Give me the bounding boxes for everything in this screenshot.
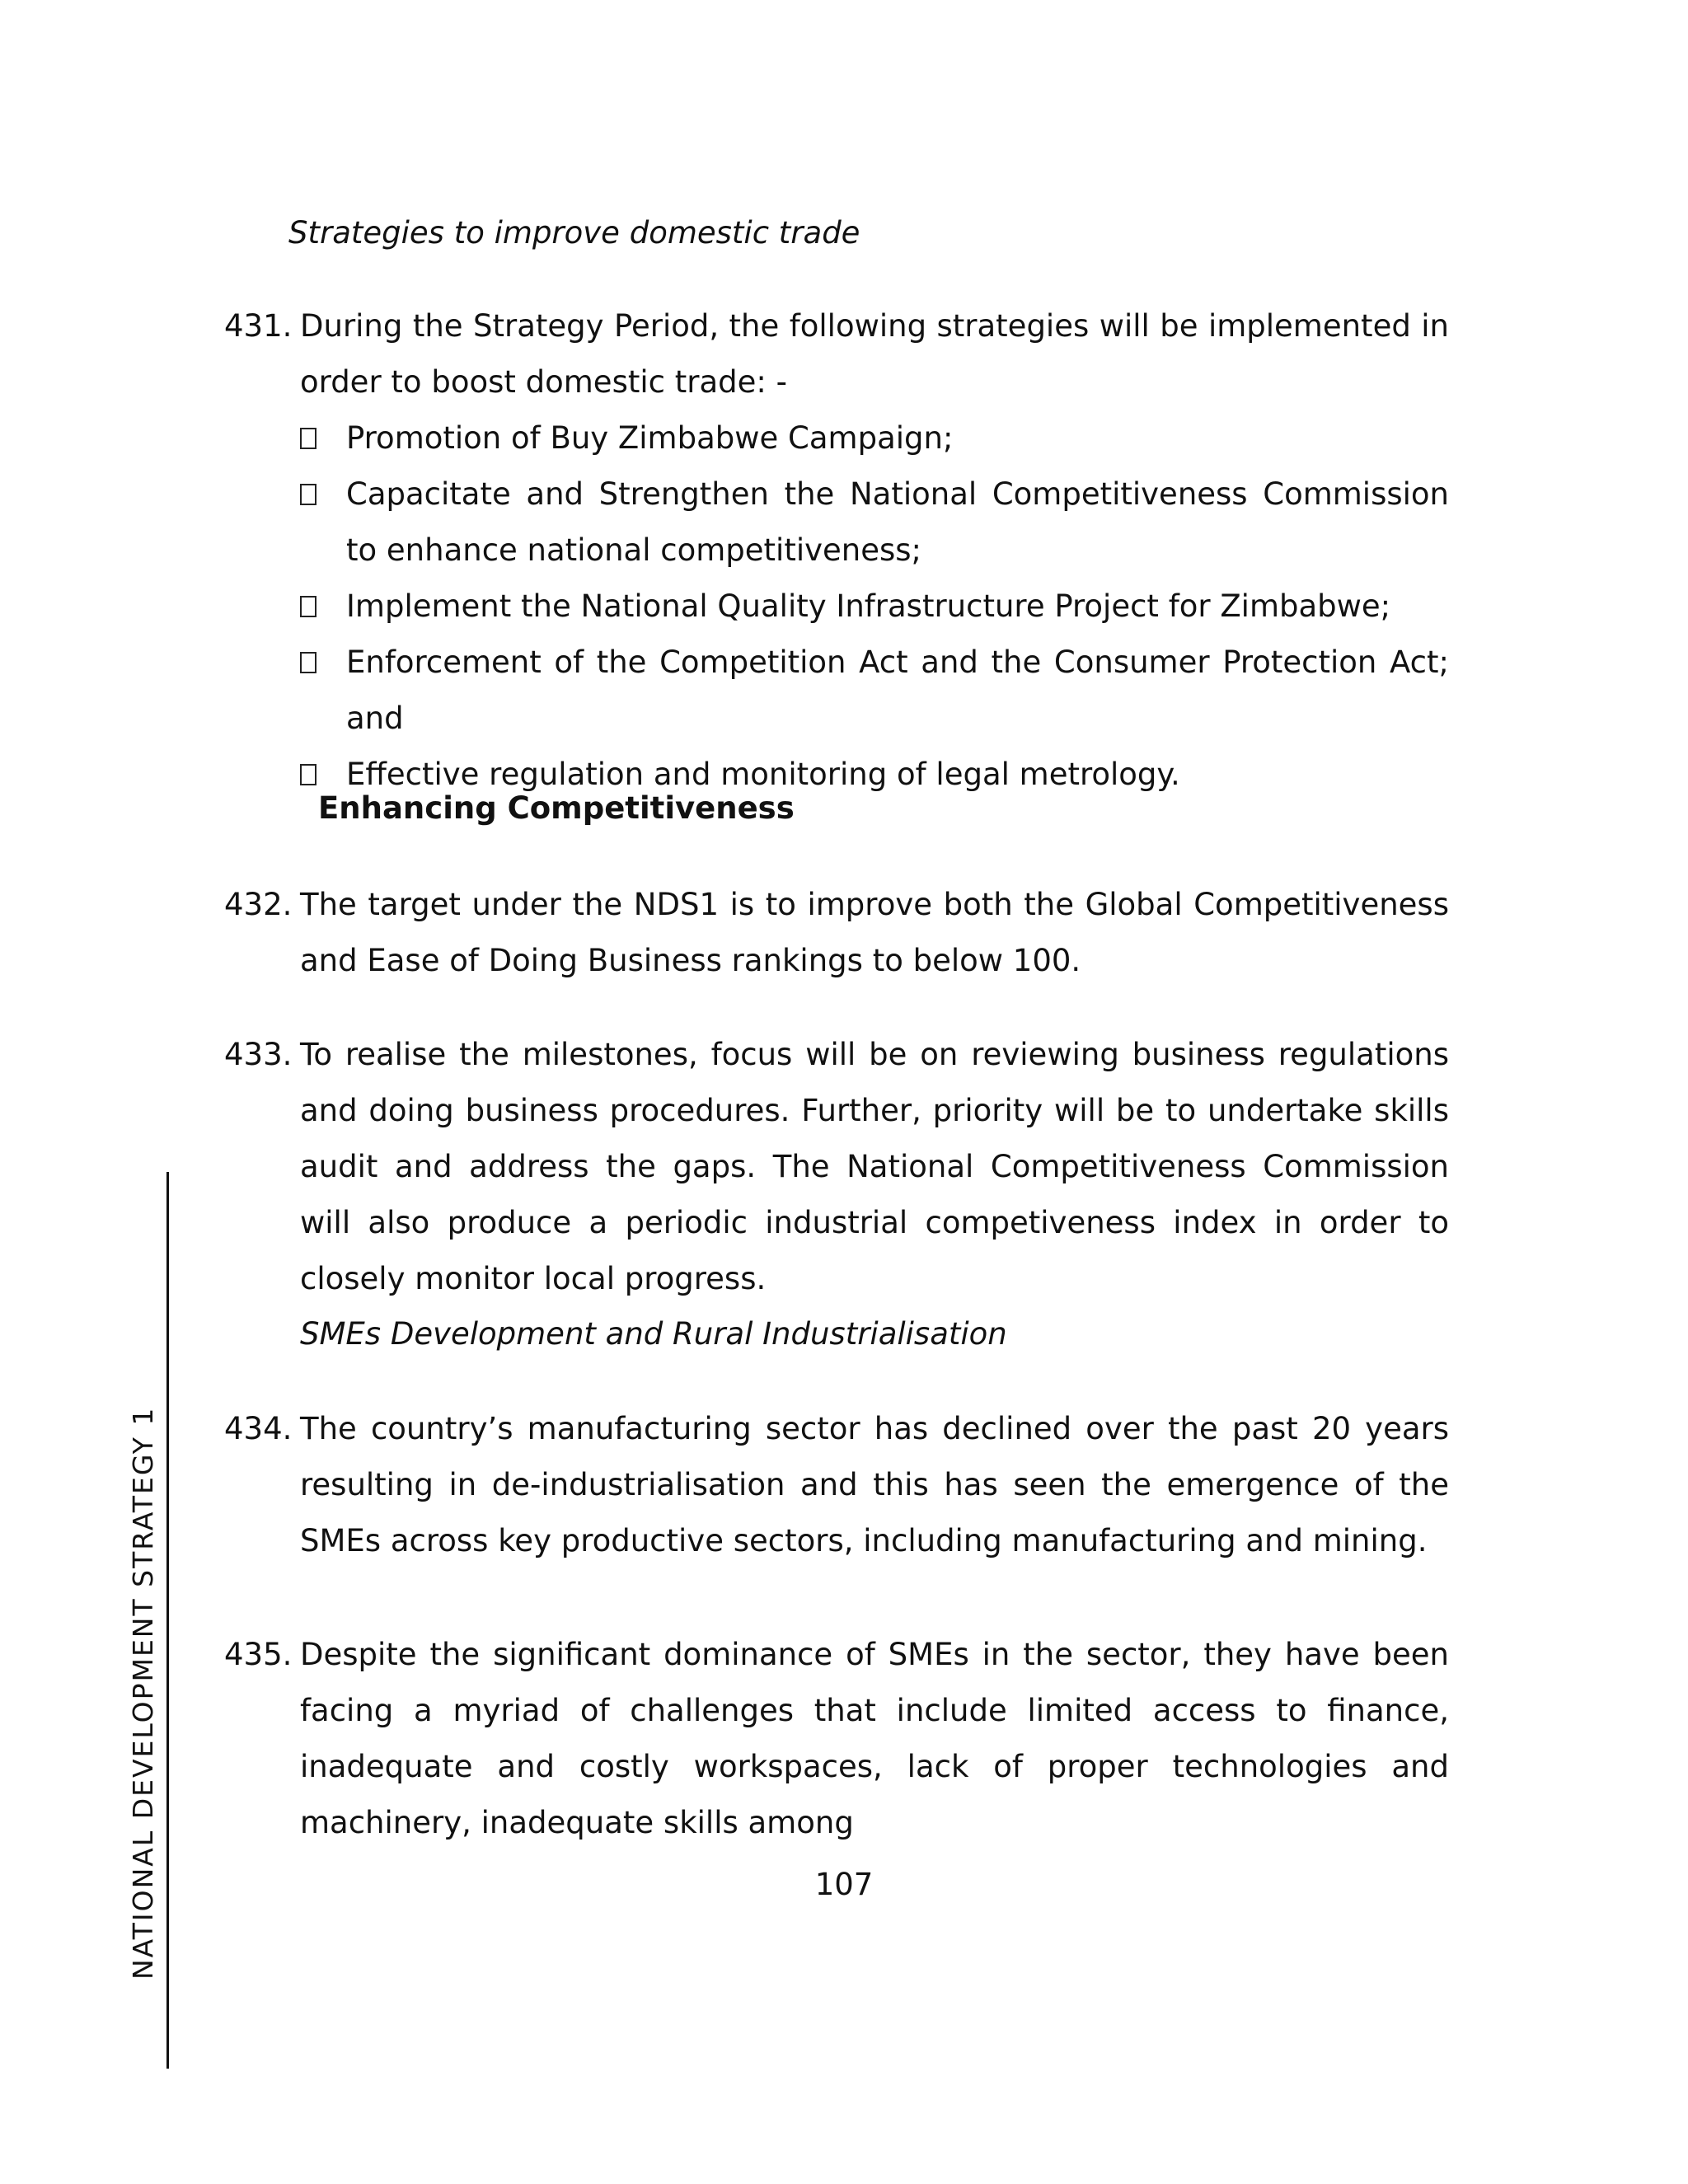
list-item [300,410,1449,466]
bullet-box-icon [300,764,316,785]
bullet-box-icon [300,596,316,617]
paragraph-text: The country’s manufacturing sector has declined over the past 20 years resulting in de-industrialisation and this has seen the emergence of the SMEs across key productive sectors, including manufacturing and mining. [300,1411,1449,1558]
bullet-box-icon [300,484,316,505]
paragraph-number: 433. [224,1037,293,1072]
paragraph-number: 435. [224,1637,293,1672]
paragraph-text: The target under the NDS1 is to improve both the Global Competitiveness and Ease of Doing Business rankings to below 100. [300,887,1449,978]
paragraph-435 [224,1627,1449,1851]
side-running-title: NATIONAL DEVELOPMENT STRATEGY 1 [127,1406,159,1980]
list-item-text: Capacitate and Strengthen the National Competitiveness Commission to enhance national competitiveness; [346,476,1449,568]
list-item-text: Enforcement of the Competition Act and the Consumer Protection Act; and [346,644,1449,736]
paragraph-number: 432. [224,887,293,922]
paragraph-434 [224,1401,1449,1569]
list-item [300,466,1449,579]
list-item-text: Implement the National Quality Infrastructure Project for Zimbabwe; [346,588,1391,624]
paragraph-number: 431. [224,308,293,344]
paragraph-text: During the Strategy Period, the following strategies will be implemented in order to boost domestic trade: - [300,308,1449,400]
strategy-bullet-list [300,410,1449,803]
paragraph-432 [224,877,1449,989]
paragraph-number: 434. [224,1411,293,1446]
list-item [300,579,1449,635]
side-divider-line [166,1172,169,2069]
bullet-box-icon [300,652,316,673]
paragraph-433 [224,1027,1449,1307]
paragraph-431 [224,298,1449,803]
list-item-text: Promotion of Buy Zimbabwe Campaign; [346,420,954,456]
section-heading-smes: SMEs Development and Rural Industrialisation [300,1316,1007,1352]
paragraph-text: Despite the significant dominance of SMEs in the sector, they have been facing a myriad of challenges that include limited access to finance, inadequate and costly workspaces, lack of proper technologies and machinery, inadequate skills among [300,1637,1449,1840]
paragraph-text: To realise the milestones, focus will be on reviewing business regulations and doing business procedures. Further, priority will be to undertake skills audit and address the gaps. The National Competitiveness Commission will also produce a periodic industrial competiveness index in order to closely monitor local progress. [300,1037,1449,1296]
section-heading-competitiveness: Enhancing Competitiveness [318,790,795,826]
section-heading-domestic-trade: Strategies to improve domestic trade [288,215,860,251]
list-item [300,635,1449,747]
list-item-text: Effective regulation and monitoring of legal metrology. [346,757,1180,792]
bullet-box-icon [300,428,316,449]
page-number: 107 [814,1867,874,1902]
